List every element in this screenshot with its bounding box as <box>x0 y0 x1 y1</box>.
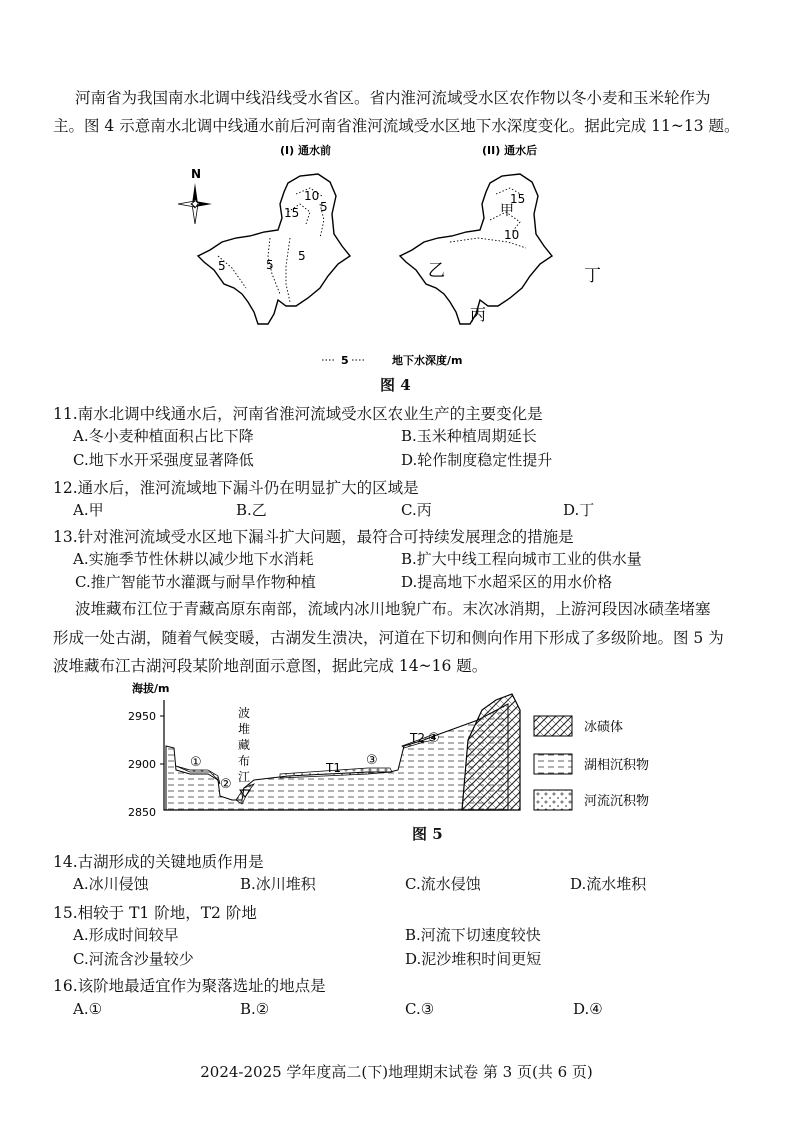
q13-option-d[interactable]: D.提高地下水超采区的用水价格 <box>401 573 613 591</box>
q16-option-d[interactable]: D.④ <box>573 1000 603 1018</box>
q15-option-b[interactable]: B.河流下切速度较快 <box>405 926 541 944</box>
svg-text:10: 10 <box>504 228 520 242</box>
q12-option-d[interactable]: D.丁 <box>563 501 595 519</box>
svg-text:甲: 甲 <box>500 203 514 219</box>
q14-option-c[interactable]: C.流水侵蚀 <box>405 875 481 893</box>
svg-text:5: 5 <box>266 258 274 272</box>
q12-option-b[interactable]: B.乙 <box>236 501 267 519</box>
q12-option-c[interactable]: C.丙 <box>401 501 432 519</box>
svg-text:冰碛体: 冰碛体 <box>584 720 624 735</box>
q15-option-c[interactable]: C.河流含沙量较少 <box>73 950 194 968</box>
svg-text:乙: 乙 <box>428 261 445 281</box>
fig5-caption: 图 5 <box>412 825 443 843</box>
figure-4 <box>160 138 640 370</box>
svg-text:15: 15 <box>284 206 300 220</box>
intro1-line1: 河南省为我国南水北调中线沿线受水省区。省内淮河流域受水区农作物以冬小麦和玉米轮作为 <box>75 89 711 107</box>
q14-option-b[interactable]: B.冰川堆积 <box>240 875 316 893</box>
svg-text:2950: 2950 <box>128 710 156 723</box>
q13-option-b[interactable]: B.扩大中线工程向城市工业的供水量 <box>401 550 642 568</box>
svg-text:丁: 丁 <box>584 266 601 286</box>
q11-option-c[interactable]: C.地下水开采强度显著降低 <box>73 451 254 469</box>
svg-text:5: 5 <box>341 354 349 367</box>
svg-text:波: 波 <box>238 706 251 720</box>
north-arrow-icon <box>178 167 212 224</box>
svg-text:5: 5 <box>218 259 226 273</box>
svg-text:④: ④ <box>428 731 440 746</box>
q16-stem: 16.该阶地最适宜作为聚落选址的地点是 <box>53 977 326 995</box>
svg-text:堆: 堆 <box>238 722 251 736</box>
intro2-line3: 波堆藏布江古湖河段某阶地剖面示意图，据此完成 14~16 题。 <box>53 657 488 675</box>
svg-text:5: 5 <box>320 200 328 214</box>
fig4-caption: 图 4 <box>380 376 411 394</box>
map-after-outline <box>400 174 552 324</box>
fig4-title-before: (I) 通水前 <box>280 144 331 157</box>
fig5-ylabel: 海拔/m <box>132 682 170 695</box>
svg-text:10: 10 <box>304 189 320 203</box>
svg-text:T2: T2 <box>410 731 425 745</box>
q12-stem: 12.通水后，淮河流域地下漏斗仍在明显扩大的区域是 <box>53 479 419 497</box>
svg-text:15: 15 <box>510 192 526 206</box>
svg-text:N: N <box>191 167 202 181</box>
svg-text:②: ② <box>220 777 232 792</box>
intro2-line1: 波堆藏布江位于青藏高原东南部，流域内冰川地貌广布。末次冰消期，上游河段因冰碛垄堵塞 <box>75 600 711 618</box>
q13-stem: 13.针对淮河流域受水区地下漏斗扩大问题，最符合可持续发展理念的措施是 <box>53 528 574 546</box>
map-before-outline <box>198 174 350 324</box>
svg-text:江: 江 <box>238 770 251 784</box>
svg-text:布: 布 <box>238 754 251 768</box>
svg-text:藏: 藏 <box>238 738 251 752</box>
svg-text:2900: 2900 <box>128 758 156 771</box>
svg-text:①: ① <box>190 755 202 770</box>
svg-text:河流沉积物: 河流沉积物 <box>584 794 650 809</box>
figure-5 <box>128 680 688 822</box>
q11-option-d[interactable]: D.轮作制度稳定性提升 <box>401 451 553 469</box>
q13-option-a[interactable]: A.实施季节性休耕以减少地下水消耗 <box>73 550 314 568</box>
q11-stem: 11.南水北调中线通水后，河南省淮河流域受水区农业生产的主要变化是 <box>53 405 543 423</box>
q16-option-b[interactable]: B.② <box>240 1000 270 1018</box>
q12-option-a[interactable]: A.甲 <box>73 501 104 519</box>
svg-text:2850: 2850 <box>128 806 156 819</box>
svg-text:T1: T1 <box>326 761 341 775</box>
svg-text:5: 5 <box>298 249 306 263</box>
q16-option-c[interactable]: C.③ <box>405 1000 435 1018</box>
page-footer: 2024-2025 学年度高二(下)地理期末试卷 第 3 页(共 6 页) <box>200 1063 593 1081</box>
intro1-line2: 主。图 4 示意南水北调中线通水前后河南省淮河流域受水区地下水深度变化。据此完成 11~13 题。 <box>53 117 740 135</box>
q14-option-a[interactable]: A.冰川侵蚀 <box>73 875 149 893</box>
q14-stem: 14.古湖形成的关键地质作用是 <box>53 853 264 871</box>
svg-text:湖相沉积物: 湖相沉积物 <box>584 758 650 773</box>
svg-text:③: ③ <box>366 753 378 768</box>
fig4-title-after: (II) 通水后 <box>482 144 538 157</box>
svg-text:丙: 丙 <box>470 305 487 324</box>
q11-option-a[interactable]: A.冬小麦种植面积占比下降 <box>73 427 254 445</box>
q16-option-a[interactable]: A.① <box>73 1000 103 1018</box>
q14-option-d[interactable]: D.流水堆积 <box>570 875 647 893</box>
q11-option-b[interactable]: B.玉米种植周期延长 <box>401 427 537 445</box>
q15-stem: 15.相较于 T1 阶地，T2 阶地 <box>53 904 257 922</box>
intro2-line2: 形成一处古湖，随着气候变暖，古湖发生溃决，河道在下切和侧向作用下形成了多级阶地。图 5 为 <box>53 629 724 647</box>
q15-option-a[interactable]: A.形成时间较早 <box>73 926 179 944</box>
svg-text:地下水深度/m: 地下水深度/m <box>392 354 463 367</box>
q15-option-d[interactable]: D.泥沙堆积时间更短 <box>405 950 542 968</box>
q13-option-c[interactable]: C.推广智能节水灌溉与耐旱作物种植 <box>75 573 316 591</box>
